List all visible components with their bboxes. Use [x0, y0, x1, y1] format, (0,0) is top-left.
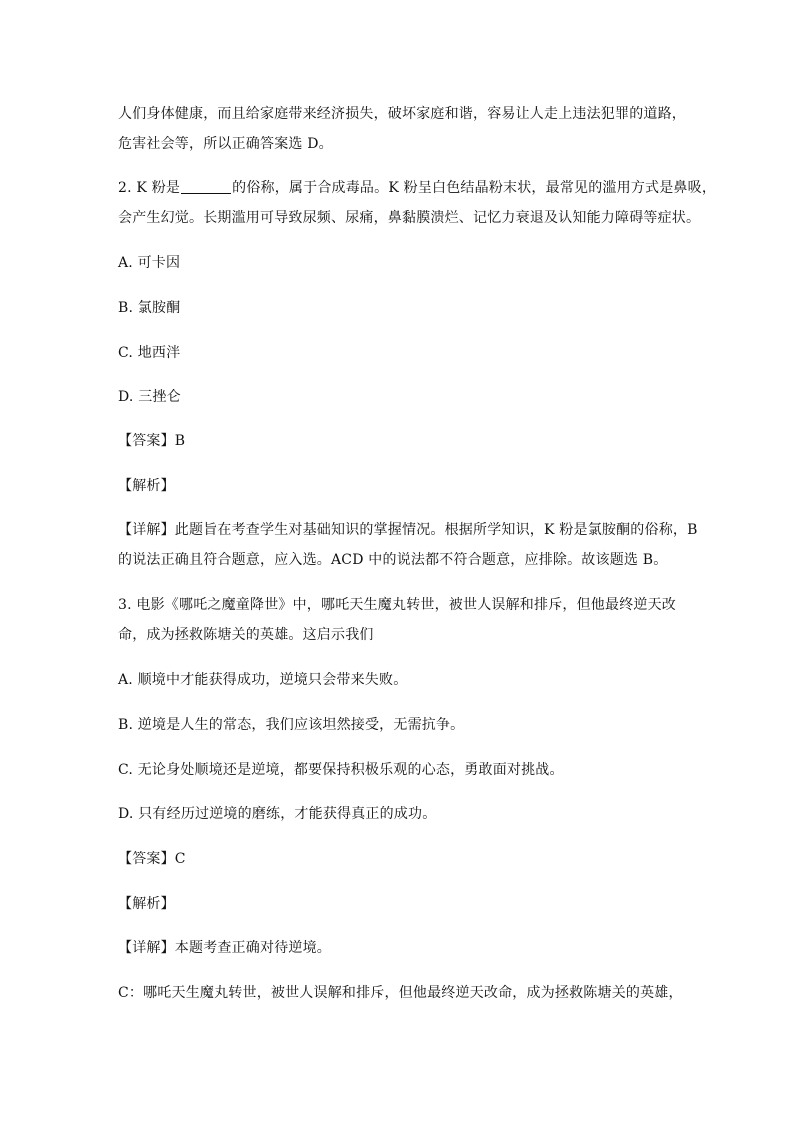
question-3-stem: 3. 电影《哪吒之魔童降世》中，哪吒天生魔丸转世，被世人误解和排斥，但他最终逆天改 — [118, 597, 677, 613]
option-d: D. 三挫仑 — [118, 389, 181, 405]
option-b: B. 氯胺酮 — [118, 300, 181, 316]
option-c: C. 地西泮 — [118, 345, 181, 361]
option-b: B. 逆境是人生的常态，我们应该坦然接受，无需抗争。 — [118, 717, 465, 733]
question-2-suffix: 的俗称，属于合成毒品。K 粉呈白色结晶粉末状，最常见的滥用方式是鼻吸， — [232, 180, 717, 196]
question-2-stem — [118, 178, 716, 198]
text-line: 会产生幻觉。长期滥用可导致尿频、尿痛，鼻黏膜溃烂、记忆力衰退及认知能力障碍等症状。 — [118, 210, 701, 226]
question-2-prefix: 2. K 粉是 — [118, 180, 181, 196]
option-a: A. 顺境中才能获得成功，逆境只会带来失败。 — [118, 672, 408, 688]
detail-line: 【详解】此题旨在考查学生对基础知识的掌握情况。根据所学知识，K 粉是氯胺酮的俗称，B — [118, 522, 698, 538]
question-3-stem: 命，成为拯救陈塘关的英雄。这启示我们 — [118, 627, 374, 643]
option-d: D. 只有经历过逆境的磨练，才能获得真正的成功。 — [118, 806, 437, 822]
answer-label: 【答案】B — [118, 433, 186, 449]
analysis-label: 【解析】 — [118, 896, 175, 912]
detail-line: C：哪吒天生魔丸转世，被世人误解和排斥，但他最终逆天改命，成为拯救陈塘关的英雄， — [118, 985, 683, 1001]
answer-label: 【答案】C — [118, 851, 186, 867]
analysis-label: 【解析】 — [118, 478, 175, 494]
fill-blank — [181, 179, 231, 194]
option-c: C. 无论身处顺境还是逆境，都要保持积极乐观的心态，勇敢面对挑战。 — [118, 762, 564, 778]
detail-line: 【详解】本题考查正确对待逆境。 — [118, 940, 331, 956]
option-a: A. 可卡因 — [118, 255, 181, 271]
detail-line: 的说法正确且符合题意，应入选。ACD 中的说法都不符合题意，应排除。故该题选 B。 — [118, 552, 668, 568]
text-line: 危害社会等，所以正确答案选 D。 — [118, 136, 333, 152]
text-line: 人们身体健康，而且给家庭带来经济损失，破坏家庭和谐，容易让人走上违法犯罪的道路， — [118, 106, 686, 122]
